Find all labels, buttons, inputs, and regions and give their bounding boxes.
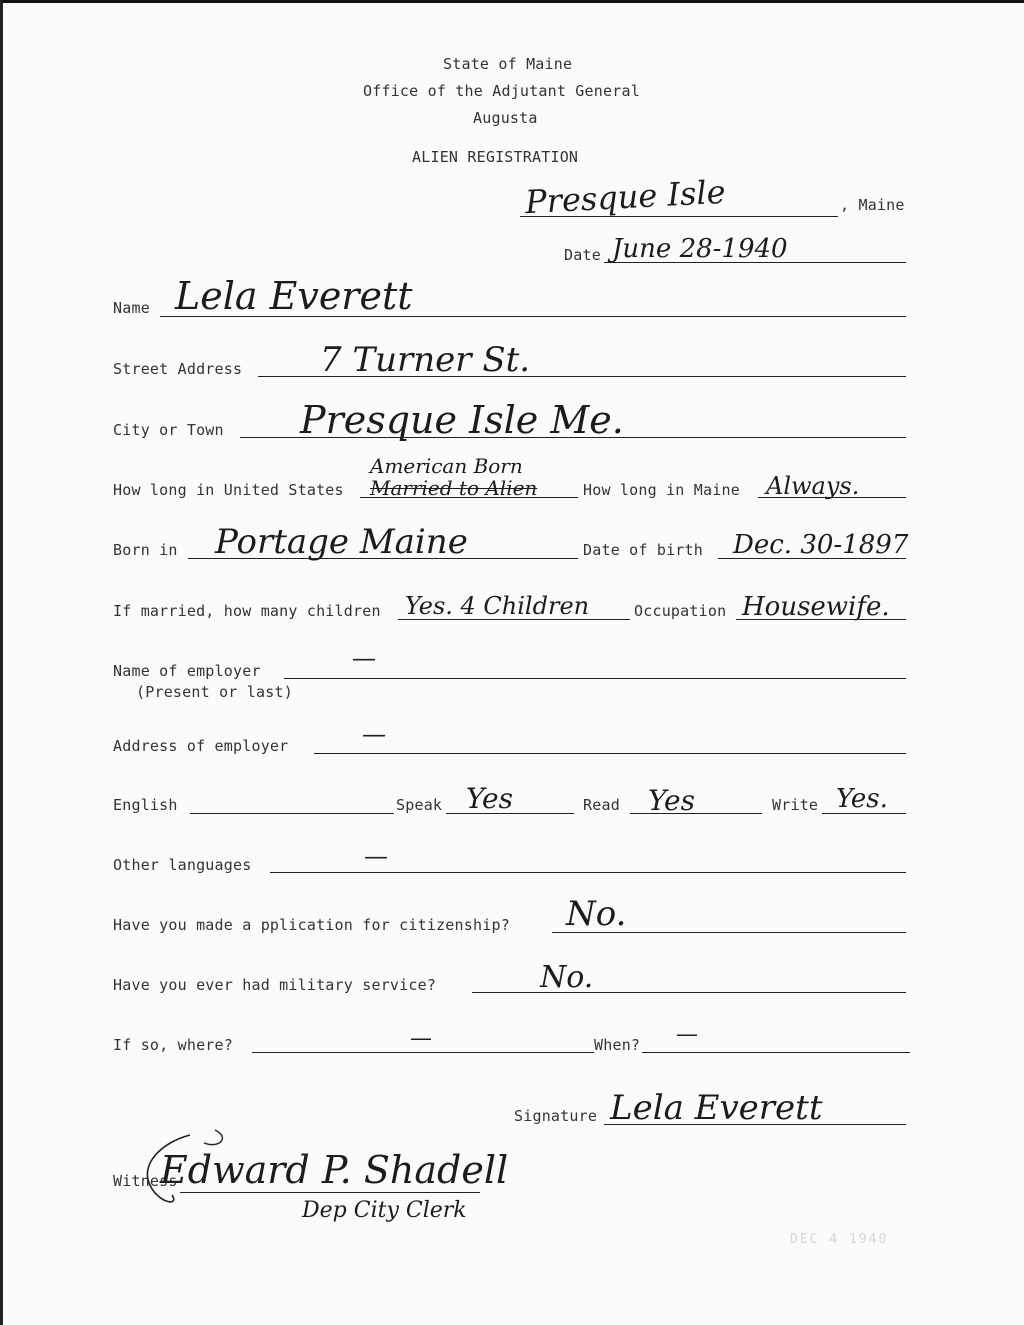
citizenship-line bbox=[552, 932, 906, 933]
how-long-us-label: How long in United States bbox=[113, 481, 344, 499]
occupation-label: Occupation bbox=[634, 602, 727, 620]
witness-title: Dep City Clerk bbox=[302, 1198, 467, 1223]
place-handwritten[interactable]: Presque Isle bbox=[524, 172, 727, 222]
other-languages-label: Other languages bbox=[113, 856, 252, 874]
employer-address-value[interactable]: — bbox=[362, 720, 386, 748]
english-line bbox=[190, 813, 394, 814]
signature-label: Signature bbox=[514, 1107, 598, 1125]
if-so-where-line bbox=[252, 1052, 594, 1053]
employer-address-line bbox=[314, 753, 906, 754]
witness-value[interactable]: Edward P. Shadell bbox=[160, 1148, 509, 1192]
date-label: Date bbox=[564, 246, 601, 264]
signature-value[interactable]: Lela Everett bbox=[610, 1088, 823, 1128]
date-line bbox=[604, 262, 906, 263]
how-long-maine-value[interactable]: Always. bbox=[766, 472, 860, 500]
place-state-label: , Maine bbox=[840, 196, 905, 214]
city-label: City or Town bbox=[113, 421, 224, 439]
date-handwritten[interactable]: June 28-1940 bbox=[612, 234, 788, 264]
born-in-value[interactable]: Portage Maine bbox=[215, 522, 468, 562]
occupation-line bbox=[736, 619, 906, 620]
employer-address-label: Address of employer bbox=[113, 737, 289, 755]
name-value[interactable]: Lela Everett bbox=[175, 274, 413, 318]
if-so-where-value[interactable]: — bbox=[410, 1026, 432, 1051]
children-label: If married, how many children bbox=[113, 602, 381, 620]
name-label: Name bbox=[113, 299, 150, 317]
employer-name-label: Name of employer bbox=[113, 662, 261, 680]
form-title: ALIEN REGISTRATION bbox=[412, 148, 579, 166]
citizenship-label: Have you made a pplication for citizenship? bbox=[113, 916, 510, 934]
date-of-birth-line bbox=[718, 558, 906, 559]
write-line bbox=[822, 813, 906, 814]
write-label: Write bbox=[772, 796, 819, 814]
street-address-value[interactable]: 7 Turner St. bbox=[320, 340, 531, 380]
other-languages-value[interactable]: — bbox=[364, 842, 388, 870]
city-value[interactable]: Presque Isle Me. bbox=[300, 398, 624, 442]
witness-label: Witness bbox=[113, 1172, 178, 1190]
date-stamp: DEC 4 1940 bbox=[790, 1232, 889, 1247]
employer-name-line bbox=[284, 678, 906, 679]
read-line bbox=[630, 813, 762, 814]
employer-name-value[interactable]: — bbox=[352, 644, 376, 672]
read-label: Read bbox=[583, 796, 620, 814]
how-long-us-value-line2[interactable]: Married to Alien bbox=[370, 476, 538, 500]
read-value[interactable]: Yes bbox=[648, 784, 695, 817]
how-long-us-value-line1[interactable]: American Born bbox=[370, 454, 523, 478]
how-long-us-line bbox=[360, 497, 578, 498]
military-value[interactable]: No. bbox=[540, 960, 594, 995]
born-in-label: Born in bbox=[113, 541, 178, 559]
military-label: Have you ever had military service? bbox=[113, 976, 437, 994]
english-label: English bbox=[113, 796, 178, 814]
date-of-birth-label: Date of birth bbox=[583, 541, 703, 559]
speak-line bbox=[446, 813, 574, 814]
place-line bbox=[520, 216, 838, 217]
children-line bbox=[398, 619, 630, 620]
street-address-line bbox=[258, 376, 906, 377]
header-office: Office of the Adjutant General bbox=[363, 82, 640, 100]
name-line bbox=[160, 316, 906, 317]
header-city: Augusta bbox=[473, 109, 538, 127]
when-label: When? bbox=[594, 1036, 641, 1054]
city-line bbox=[240, 437, 906, 438]
date-of-birth-value[interactable]: Dec. 30-1897 bbox=[733, 530, 909, 560]
street-address-label: Street Address bbox=[113, 360, 243, 378]
header-state: State of Maine bbox=[443, 55, 573, 73]
employer-name-sublabel: (Present or last) bbox=[136, 683, 293, 701]
speak-value[interactable]: Yes bbox=[466, 782, 513, 815]
witness-flourish bbox=[120, 1125, 240, 1215]
write-value[interactable]: Yes. bbox=[836, 784, 888, 814]
how-long-maine-label: How long in Maine bbox=[583, 481, 740, 499]
other-languages-line bbox=[270, 872, 906, 873]
occupation-value[interactable]: Housewife. bbox=[742, 592, 890, 622]
born-in-line bbox=[188, 558, 578, 559]
speak-label: Speak bbox=[396, 796, 443, 814]
when-value[interactable]: — bbox=[676, 1022, 698, 1047]
how-long-maine-line bbox=[758, 497, 906, 498]
when-line bbox=[642, 1052, 910, 1053]
signature-line bbox=[604, 1124, 906, 1125]
military-line bbox=[472, 992, 906, 993]
citizenship-value[interactable]: No. bbox=[566, 894, 627, 934]
if-so-where-label: If so, where? bbox=[113, 1036, 233, 1054]
scan-border-top bbox=[0, 0, 1024, 3]
scan-border-left bbox=[0, 0, 3, 1325]
children-value[interactable]: Yes. 4 Children bbox=[405, 592, 590, 620]
